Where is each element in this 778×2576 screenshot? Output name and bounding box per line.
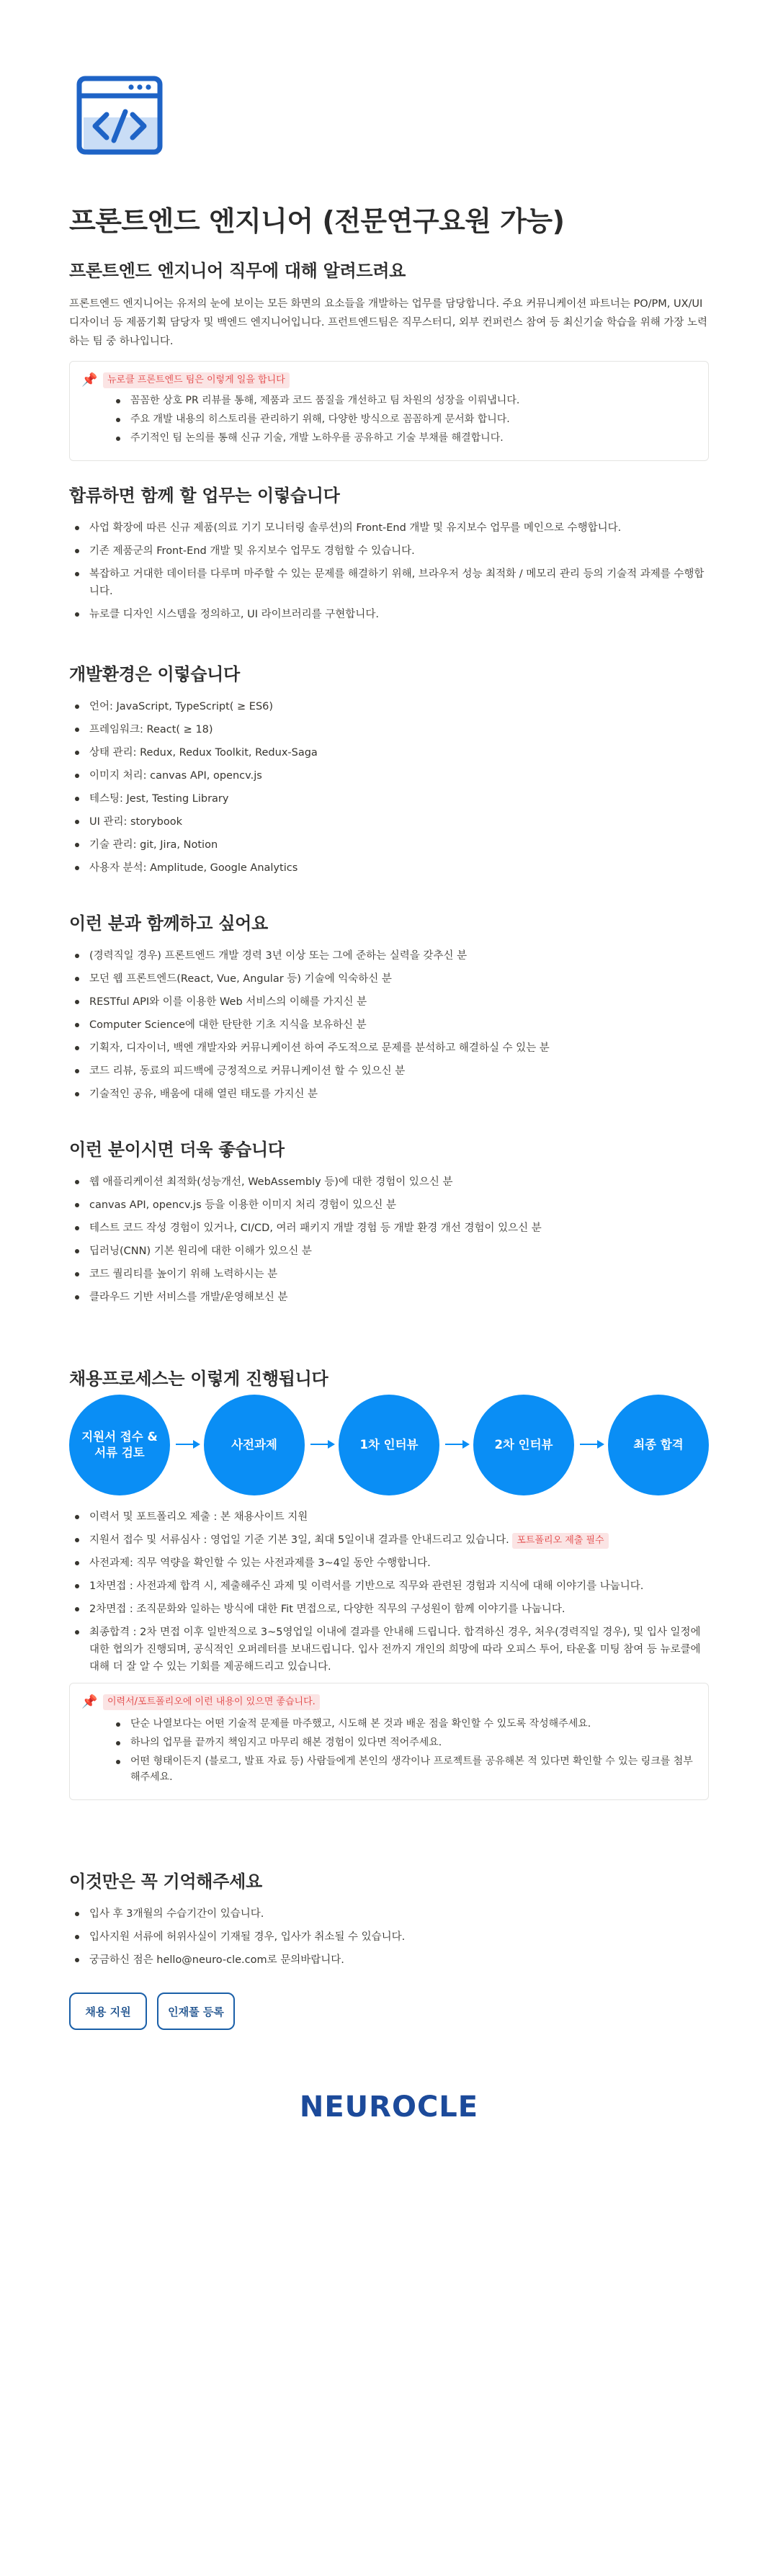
preferred-heading: 이런 분이시면 더욱 좋습니다 (69, 1140, 285, 1160)
list-item (69, 1601, 709, 1618)
list-item: 기존 제품군의 Front-End 개발 및 유지보수 업무도 경험할 수 있습니다. (69, 542, 709, 560)
arrow-right-icon (176, 1444, 199, 1445)
resume-tips-callout (69, 1683, 709, 1800)
list-item-text: 2차면접 : 조직문화와 일하는 방식에 대한 Fit 면접으로, 다양한 직무의 구성원이 함께 이야기를 나눕니다. (89, 1604, 565, 1615)
arrow-right-icon (580, 1444, 603, 1445)
list-item (69, 1508, 709, 1526)
environment-section (69, 660, 709, 882)
list-item: 입사지원 서류에 허위사실이 기재될 경우, 입사가 취소될 수 있습니다. (69, 1928, 709, 1946)
list-item: 뉴로클 디자인 시스템을 정의하고, UI 라이브러리를 구현합니다. (69, 606, 709, 623)
list-item: 기획자, 디자이너, 백엔 개발자와 커뮤니케이션 하여 주도적으로 문제를 분석하고 해결하실 수 있는 분 (69, 1039, 709, 1057)
list-item: Computer Science에 대한 탄탄한 기초 지식을 보유하신 분 (69, 1016, 709, 1034)
page-title: 프론트엔드 엔지니어 (전문연구요원 가능) (69, 205, 565, 237)
list-item: 기술 관리: git, Jira, Notion (69, 836, 709, 854)
duties-section (69, 481, 709, 629)
list-item: 프레임워크: React( ≥ 18) (69, 721, 709, 738)
list-item: 사업 확장에 따른 신규 제품(의료 기기 모니터링 솔루션)의 Front-End 개발 및 유지보수 업무를 메인으로 수행합니다. (69, 519, 709, 537)
list-item: 코드 퀄리티를 높이기 위해 노력하시는 분 (69, 1266, 709, 1283)
list-item (69, 1578, 709, 1595)
arrow-right-icon (445, 1444, 468, 1445)
process-heading: 채용프로세스는 이렇게 진행됩니다 (69, 1369, 328, 1389)
list-item: 웹 애플리케이션 최적화(성능개선, WebAssembly 등)에 대한 경험이 있으신 분 (69, 1173, 709, 1191)
list-item: 코드 리뷰, 동료의 피드백에 긍정적으로 커뮤니케이션 할 수 있으신 분 (69, 1063, 709, 1080)
pushpin-icon: 📌 (81, 1694, 98, 1709)
list-item: 기술적인 공유, 배움에 대해 열린 태도를 가지신 분 (69, 1086, 709, 1103)
talent-pool-button[interactable]: 인재풀 등록 (157, 1993, 235, 2030)
list-item: 어떤 형태이든지 (블로그, 발표 자료 등) 사람들에게 본인의 생각이나 프로젝트를 공유해본 적 있다면 확인할 수 있는 링크를 첨부해주세요. (110, 1753, 697, 1785)
preferred-section (69, 1135, 709, 1312)
list-item: 테스트 코드 작성 경험이 있거나, CI/CD, 여러 패키지 개발 경험 등 개발 환경 개선 경험이 있으신 분 (69, 1220, 709, 1237)
list-item: canvas API, opencv.js 등을 이용한 이미지 처리 경험이 있으신 분 (69, 1197, 709, 1214)
notes-section (69, 1867, 709, 1975)
arrow-right-icon (310, 1444, 334, 1445)
list-item: RESTful API와 이를 이용한 Web 서비스의 이해를 가지신 분 (69, 993, 709, 1011)
list-item: 주요 개발 내용의 히스토리를 관리하기 위해, 다양한 방식으로 꼼꼼하게 문서화 합니다. (110, 411, 697, 427)
list-item: 사용자 분석: Amplitude, Google Analytics (69, 859, 709, 877)
list-item: 하나의 업무를 끝까지 책임지고 마무리 해본 경험이 있다면 적어주세요. (110, 1735, 697, 1750)
list-item: 꼼꼼한 상호 PR 리뷰를 통해, 제품과 코드 품질을 개선하고 팀 차원의 성장을 이뤄냅니다. (110, 393, 697, 408)
duties-heading: 합류하면 함께 할 업무는 이렇습니다 (69, 486, 340, 506)
list-item-text: 최종합격 : 2차 면접 이후 일반적으로 3~5영업일 이내에 결과를 안내해 드립니다. 합격하신 경우, 처우(경력직일 경우), 및 입사 일정에 대한 협의가 진행되며, 공식적인 오퍼레터를 보내드립니다. 입사 전까지 개인의 희망에 따라 오피스 투어, 타운홀 미팅 참여 등 뉴로클에 대해 더 잘 알 수 있는 기회를 제공해드리고 있습니다. (89, 1627, 701, 1673)
team-callout (69, 361, 709, 461)
list-item: UI 관리: storybook (69, 813, 709, 831)
process-step-5: 최종 합격 (608, 1395, 709, 1495)
list-item: 궁금하신 점은 hello@neuro-cle.com로 문의바랍니다. (69, 1951, 709, 1969)
list-item (69, 1624, 709, 1676)
process-details (69, 1508, 709, 1800)
list-item: 주기적인 팀 논의를 통해 신규 기술, 개발 노하우를 공유하고 기술 부채를 해결합니다. (110, 430, 697, 446)
qualifications-heading: 이런 분과 함께하고 싶어요 (69, 913, 268, 934)
list-item-text: 지원서 접수 및 서류심사 : 영업일 기준 기본 3일, 최대 5일이내 결과를 안내드리고 있습니다. (89, 1534, 509, 1546)
list-item (69, 1555, 709, 1572)
list-item: 모던 웹 프론트엔드(React, Vue, Angular 등) 기술에 익숙하신 분 (69, 970, 709, 988)
resume-tips-tag: 이력서/포트폴리오에 이런 내용이 있으면 좋습니다. (103, 1694, 320, 1710)
apply-button[interactable]: 채용 지원 (69, 1993, 147, 2030)
list-item: 단순 나열보다는 어떤 기술적 문제를 마주했고, 시도해 본 것과 배운 점을 확인할 수 있도록 작성해주세요. (110, 1716, 697, 1732)
notes-heading: 이것만은 꼭 기억해주세요 (69, 1871, 262, 1892)
list-item (69, 1531, 709, 1549)
list-item: 딥러닝(CNN) 기본 원리에 대한 이해가 있으신 분 (69, 1243, 709, 1260)
pushpin-icon: 📌 (81, 372, 98, 388)
list-item: (경력직일 경우) 프론트엔드 개발 경력 3년 이상 또는 그에 준하는 실력을 갖추신 분 (69, 947, 709, 965)
process-step-2: 사전과제 (204, 1395, 305, 1495)
process-step-3: 1차 인터뷰 (339, 1395, 439, 1495)
action-buttons (69, 1993, 709, 2033)
team-callout-tag: 뉴로클 프론트엔드 팀은 이렇게 일을 합니다 (103, 372, 290, 388)
list-item: 입사 후 3개월의 수습기간이 있습니다. (69, 1905, 709, 1923)
neurocle-logo: NEUROCLE (299, 2090, 479, 2124)
intro-heading: 프론트엔드 엔지니어 직무에 대해 알려드려요 (69, 261, 406, 281)
code-window-icon (73, 74, 167, 161)
list-item-text: 1차면접 : 사전과제 합격 시, 제출해주신 과제 및 이력서를 기반으로 직무와 관련된 경험과 지식에 대해 이야기를 나눕니다. (89, 1580, 644, 1592)
list-item: 상태 관리: Redux, Redux Toolkit, Redux-Saga (69, 744, 709, 761)
list-item: 클라우드 기반 서비스를 개발/운영해보신 분 (69, 1289, 709, 1306)
process-step-1: 지원서 접수 & 서류 검토 (69, 1395, 170, 1495)
qualifications-section (69, 909, 709, 1109)
portfolio-required-tag: 포트폴리오 제출 필수 (512, 1533, 608, 1549)
list-item-text: 사전과제: 직무 역량을 확인할 수 있는 사전과제를 3~4일 동안 수행합니다. (89, 1557, 431, 1569)
process-step-4: 2차 인터뷰 (473, 1395, 574, 1495)
process-flow (69, 1395, 709, 1495)
intro-text: 프론트엔드 엔지니어는 유저의 눈에 보이는 모든 화면의 요소들을 개발하는 업무를 담당합니다. 주요 커뮤니케이션 파트너는 PO/PM, UX/UI 디자이너 등 제품기획 담당자 및 백엔드 엔지니어입니다. 프런트엔드팀은 직무스터디, 외부 컨퍼런스 참여 등 최신기술 학습을 위해 가장 노력하는 팀 중 하나입니다. (69, 298, 707, 347)
list-item: 이미지 처리: canvas API, opencv.js (69, 767, 709, 784)
list-item-text: 이력서 및 포트폴리오 제출 : 본 채용사이트 지원 (89, 1511, 308, 1523)
intro-section (69, 256, 709, 461)
list-item: 테스팅: Jest, Testing Library (69, 790, 709, 808)
list-item: 언어: JavaScript, TypeScript( ≥ ES6) (69, 698, 709, 715)
environment-heading: 개발환경은 이렇습니다 (69, 664, 240, 684)
list-item: 복잡하고 거대한 데이터를 다루며 마주할 수 있는 문제를 해결하기 위해, 브라우저 성능 최적화 / 메모리 관리 등의 기술적 과제를 수행합니다. (69, 565, 709, 600)
